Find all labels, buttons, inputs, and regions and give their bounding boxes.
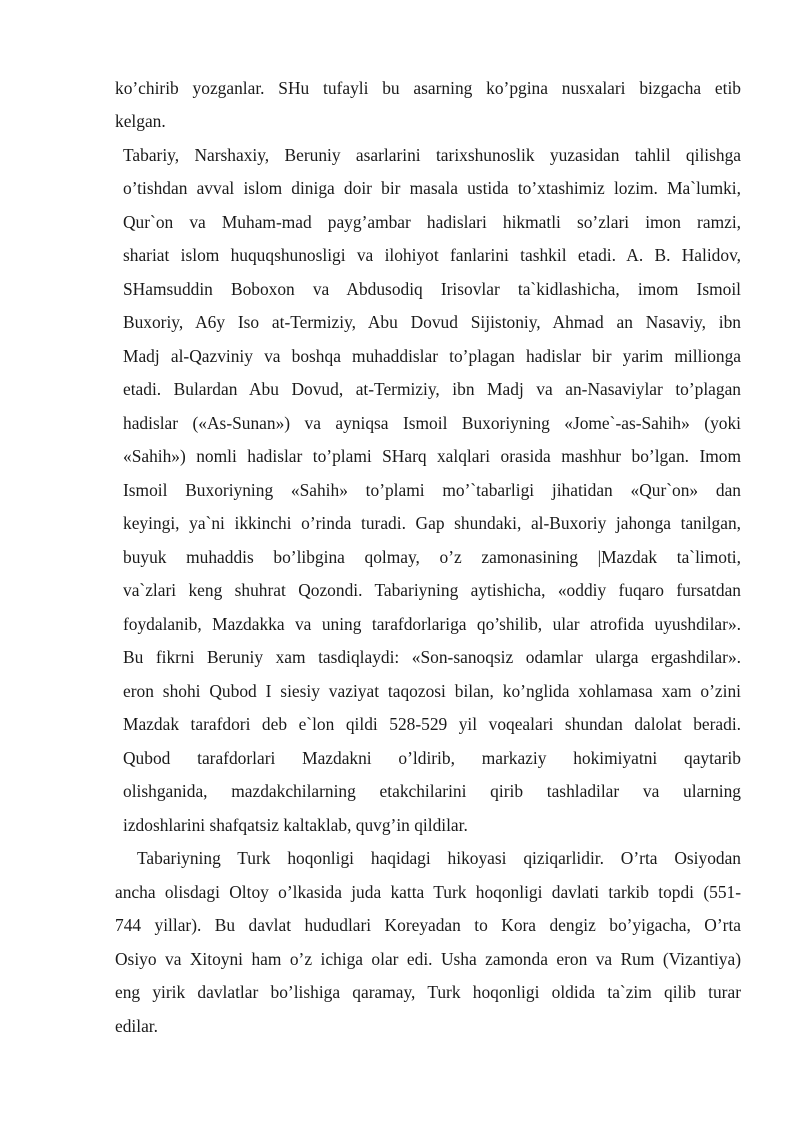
text-line: izdoshlarini shafqatsiz kaltaklab, quvg’in qildilar. bbox=[123, 815, 468, 835]
text-line: Tabariy, Narshaxiy, Beruniy asarlarini tarixshunoslik yuzasidan tahlil qilishga bbox=[123, 145, 741, 165]
text-line: o’tishdan avval islom diniga doir bir masala ustida to’xtashimiz lozim. Ma`lumki, bbox=[123, 178, 741, 198]
text-line: va`zlari keng shuhrat Qozondi. Tabariyning aytishicha, «oddiy fuqaro fursatdan bbox=[123, 580, 741, 600]
text-line: hadislar («As-Sunan») va ayniqsa Ismoil Buxoriyning «Jome`-as-Sahih» (yoki bbox=[123, 413, 741, 433]
text-line: Qubod tarafdorlari Mazdakni o’ldirib, markaziy hokimiyatni qaytarib bbox=[123, 748, 741, 768]
text-line: edilar. bbox=[115, 1016, 158, 1036]
text-line: etadi. Bulardan Abu Dovud, at-Termiziy, ibn Madj va an-Nasaviylar to’plagan bbox=[123, 379, 741, 399]
text-line: ko’chirib yozganlar. SHu tufayli bu asarning ko’pgina nusxalari bizgacha etib bbox=[115, 78, 741, 98]
text-line: eng yirik davlatlar bo’lishiga qaramay, Turk hoqonligi oldida ta`zim qilib turar bbox=[115, 982, 741, 1002]
text-line: shariat islom huquqshunosligi va ilohiyot fanlarini tashkil etadi. A. B. Halidov, bbox=[123, 245, 741, 265]
text-line: olishganida, mazdakchilarning etakchilarini qirib tashladilar va ularning bbox=[123, 781, 741, 801]
text-line: SHamsuddin Boboxon va Abdusodiq Irisovlar ta`kidlashicha, imom Ismoil bbox=[123, 279, 741, 299]
text-line: Tabariyning Turk hoqonligi haqidagi hikoyasi qiziqarlidir. O’rta Osiyodan bbox=[137, 848, 741, 868]
text-line: Mazdak tarafdori deb e`lon qildi 528-529 yil voqealari shundan dalolat beradi. bbox=[123, 714, 741, 734]
text-line: «Sahih») nomli hadislar to’plami SHarq xalqlari orasida mashhur bo’lgan. Imom bbox=[123, 446, 741, 466]
text-line: Ismoil Buxoriyning «Sahih» to’plami mo’`tabarligi jihatidan «Qur`on» dan bbox=[123, 480, 741, 500]
text-line: eron shohi Qubod I siesiy vaziyat taqozosi bilan, ko’nglida xohlamasa xam o’zini bbox=[123, 681, 741, 701]
text-line: Buxoriy, A6y Iso at-Termiziy, Abu Dovud Sijistoniy, Ahmad an Nasaviy, ibn bbox=[123, 312, 741, 332]
text-line: kelgan. bbox=[115, 111, 166, 131]
text-line: Bu fikrni Beruniy xam tasdiqlaydi: «Son-sanoqsiz odamlar ularga ergashdilar». bbox=[123, 647, 741, 667]
text-line: 744 yillar). Bu davlat hududlari Koreyadan to Kora dengiz bo’yigacha, O’rta bbox=[115, 915, 741, 935]
text-line: Osiyo va Xitoyni ham o’z ichiga olar edi. Usha zamonda eron va Rum (Vizantiya) bbox=[115, 949, 741, 969]
text-line: Madj al-Qazviniy va boshqa muhaddislar to’plagan hadislar bir yarim millionga bbox=[123, 346, 741, 366]
text-line: Qur`on va Muham-mad payg’ambar hadislari hikmatli so’zlari imon ramzi, bbox=[123, 212, 741, 232]
text-line: foydalanib, Mazdakka va uning tarafdorlariga qo’shilib, ular atrofida uyushdilar». bbox=[123, 614, 741, 634]
text-line: keyingi, ya`ni ikkinchi o’rinda turadi. Gap shundaki, al-Buxoriy jahonga tanilgan, bbox=[123, 513, 741, 533]
text-line: ancha olisdagi Oltoy o’lkasida juda katta Turk hoqonligi davlati tarkib topdi (551- bbox=[115, 882, 741, 902]
text-line: buyuk muhaddis bo’libgina qolmay, o’z zamonasining |Mazdak ta`limoti, bbox=[123, 547, 741, 567]
